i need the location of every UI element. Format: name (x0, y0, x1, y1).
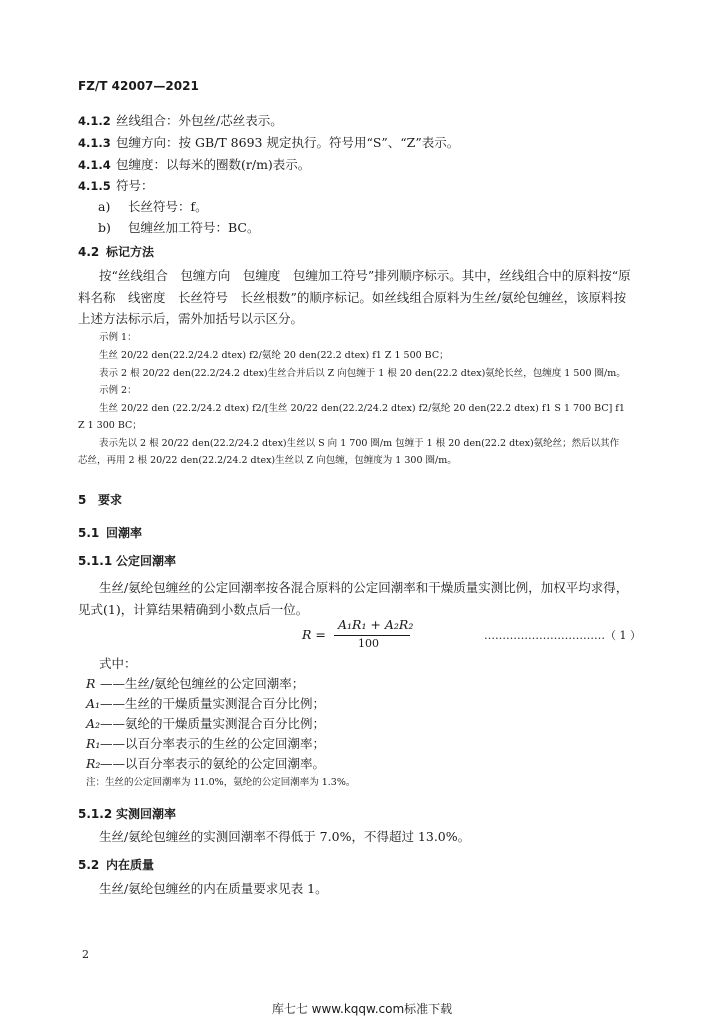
example-2-label: 示例 2： (99, 385, 137, 396)
paragraph-4-2-line-2: 料名称 线密度 长丝符号 长丝根数”的顺序标记。如丝线组合原料为生丝/氨纶包缠丝，该原料按 (78, 290, 627, 305)
equation-number: ……………………………（ 1 ） (484, 629, 641, 642)
formula-numerator: A₁R₁ + A₂R₂ (338, 617, 414, 632)
formula-lhs: R = (302, 627, 326, 642)
section-5-1-1-heading (78, 552, 176, 569)
paragraph-5-2: 生丝/氨纶包缠丝的内在质量要求见表 1。 (99, 881, 328, 896)
symbol-label: a) (98, 199, 111, 214)
example-1-description: 表示 2 根 20/22 den(22.2/24.2 dtex)生丝合并后以 Z 向包缠于 1 根 20 den(22.2 dtex)氨纶长丝，包缠度 1 500 圈/m。 (99, 368, 626, 379)
where-label: 式中： (99, 656, 137, 671)
item-text: 符号： (116, 178, 154, 193)
where-item-r (86, 676, 304, 692)
section-5-2-heading (78, 856, 154, 873)
section-5-heading (78, 491, 122, 508)
section-title: 标记方法 (106, 245, 155, 259)
paragraph-5-1-2: 生丝/氨纶包缠丝的实测回潮率不得低于 7.0%，不得超过 13.0%。 (99, 829, 471, 844)
definition: ——以百分率表示的生丝的公定回潮率； (100, 736, 326, 751)
section-number: 4.2 (78, 245, 100, 259)
document-code-header: FZ/T 42007—2021 (78, 79, 199, 93)
section-number: 5.1 (78, 526, 100, 540)
definition: ——生丝/氨纶包缠丝的公定回潮率； (100, 676, 305, 691)
item-4-1-2 (78, 113, 283, 129)
example-2-description-line-1: 表示先以 2 根 20/22 den(22.2/24.2 dtex)生丝以 S 向 1 700 圈/m 包缠于 1 根 20 den(22.2 dtex)氨纶丝；然后以其作 (99, 438, 620, 449)
section-5-1-heading (78, 524, 142, 541)
paragraph-4-2-line-3: 上述方法标示后，需外加括号以示区分。 (78, 311, 304, 326)
section-title: 要求 (98, 493, 123, 507)
example-2-marking-line-1: 生丝 20/22 den (22.2/24.2 dtex) f2/[生丝 20/22 den(22.2/24.2 dtex) f2/氨纶 20 den(22.2 dtex) f1 S 1 700 BC] f1 (99, 403, 625, 414)
item-text: 包缠度：以每米的圈数(r/m)表示。 (116, 157, 311, 172)
section-number: 5.1.1 (78, 554, 113, 568)
section-number: 5.1.2 (78, 807, 113, 821)
item-text: 丝线组合：外包丝/芯丝表示。 (116, 113, 283, 128)
item-number: 4.1.3 (78, 136, 111, 150)
section-number: 5 (78, 493, 87, 507)
symbol: R₁ (86, 736, 101, 751)
definition: ——以百分率表示的氨纶的公定回潮率。 (100, 756, 326, 771)
item-number: 4.1.5 (78, 179, 111, 193)
section-number: 5.2 (78, 858, 100, 872)
where-item-r2 (86, 756, 325, 772)
paragraph-5-1-1-line-1: 生丝/氨纶包缠丝的公定回潮率按各混合原料的公定回潮率和干燥质量实测比例，加权平均求得， (99, 580, 629, 595)
item-4-1-4 (78, 157, 310, 173)
footer-watermark: 库七七 www.kqqw.com标准下载 (271, 1002, 453, 1016)
note: 注：生丝的公定回潮率为 11.0%，氨纶的公定回潮率为 1.3%。 (86, 777, 356, 788)
section-4-2-heading (78, 243, 154, 260)
symbol: A₂ (86, 716, 101, 731)
section-title: 公定回潮率 (116, 554, 177, 568)
example-2-marking-line-2: Z 1 300 BC； (78, 420, 142, 431)
item-4-1-3 (78, 135, 459, 151)
example-1-label: 示例 1： (99, 332, 137, 343)
item-4-1-5 (78, 178, 154, 194)
symbol: R₂ (86, 756, 101, 771)
section-5-1-2-heading (78, 805, 176, 822)
item-number: 4.1.4 (78, 158, 111, 172)
where-item-a1 (86, 696, 325, 712)
symbol-text: 长丝符号：f。 (128, 199, 208, 214)
example-1-marking: 生丝 20/22 den(22.2/24.2 dtex) f2/氨纶 20 den(22.2 dtex) f1 Z 1 500 BC； (99, 350, 449, 361)
paragraph-4-2-line-1: 按“丝线组合 包缠方向 包缠度 包缠加工符号”排列顺序标示。其中，丝线组合中的原料按“原 (99, 268, 631, 283)
paragraph-5-1-1-line-2: 见式(1)，计算结果精确到小数点后一位。 (78, 602, 309, 617)
symbol: R (86, 676, 96, 691)
section-title: 回潮率 (106, 526, 143, 540)
definition: ——氨纶的干燥质量实测混合百分比例； (100, 716, 326, 731)
formula-denominator: 100 (358, 637, 379, 650)
section-title: 实测回潮率 (116, 807, 177, 821)
symbol: A₁ (86, 696, 101, 711)
symbol-a (98, 199, 208, 215)
page-number: 2 (82, 948, 89, 961)
symbol-b (98, 220, 259, 236)
fraction-bar (334, 635, 410, 636)
section-title: 内在质量 (106, 858, 155, 872)
item-number: 4.1.2 (78, 114, 111, 128)
definition: ——生丝的干燥质量实测混合百分比例； (100, 696, 326, 711)
example-2-description-line-2: 芯丝，再用 2 根 20/22 den(22.2/24.2 dtex)生丝以 Z 向包缠，包缠度为 1 300 圈/m。 (78, 455, 457, 466)
symbol-text: 包缠丝加工符号：BC。 (128, 220, 260, 235)
symbol-label: b) (98, 220, 111, 235)
item-text: 包缠方向：按 GB/T 8693 规定执行。符号用“S”、“Z”表示。 (116, 135, 460, 150)
where-item-r1 (86, 736, 325, 752)
where-item-a2 (86, 716, 325, 732)
